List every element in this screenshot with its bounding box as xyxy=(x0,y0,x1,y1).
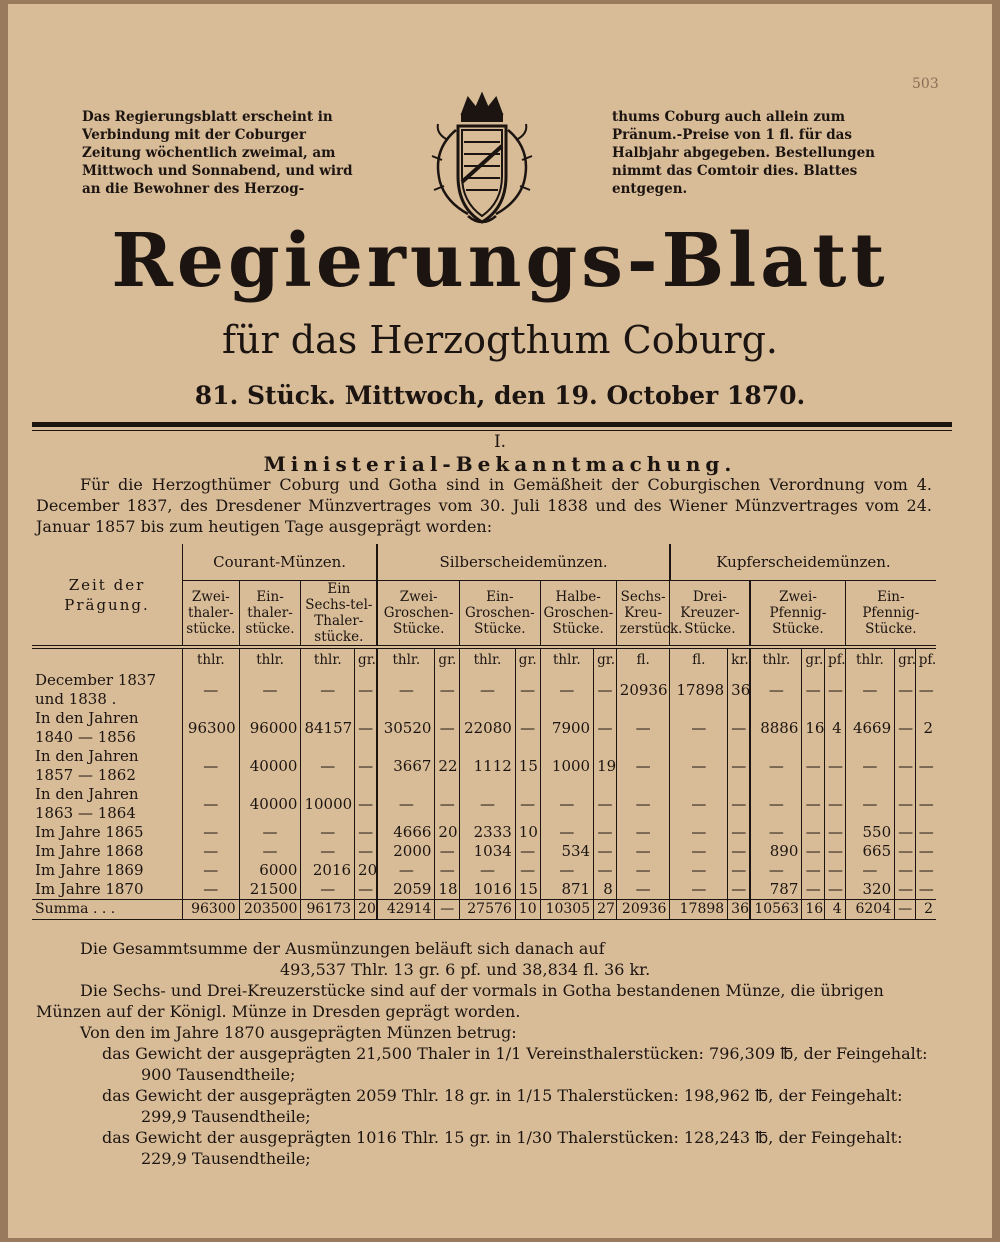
note-line: Münzen auf der Königl. Münze in Dresden geprägt worden. xyxy=(36,1002,521,1021)
table-cell: — xyxy=(594,785,617,823)
table-cell: 787 xyxy=(750,880,802,900)
coin-header: Zwei-Pfennig-Stücke. xyxy=(750,581,845,648)
coin-header: Ein-Groschen-Stücke. xyxy=(460,581,540,648)
table-cell: 22 xyxy=(435,747,460,785)
table-cell: — xyxy=(670,747,728,785)
table-cell: 2016 xyxy=(301,861,355,880)
table-cell: — xyxy=(895,880,916,900)
table-cell: — xyxy=(825,747,846,785)
table-row xyxy=(32,880,936,900)
table-cell: — xyxy=(301,880,355,900)
table-cell: — xyxy=(594,823,617,842)
table-cell: — xyxy=(594,861,617,880)
table-cell: — xyxy=(728,709,751,747)
coinage-table xyxy=(32,544,936,920)
table-cell: — xyxy=(670,823,728,842)
table-cell: 18 xyxy=(435,880,460,900)
table-cell: — xyxy=(670,861,728,880)
table-cell: — xyxy=(895,709,916,747)
table-cell: — xyxy=(915,823,936,842)
table-cell: — xyxy=(802,785,825,823)
table-cell: — xyxy=(301,823,355,842)
table-cell: — xyxy=(616,785,670,823)
table-cell: — xyxy=(915,880,936,900)
table-cell: 20936 xyxy=(616,900,670,920)
table-cell: 36 xyxy=(728,671,751,709)
table-cell: — xyxy=(825,671,846,709)
table-cell: 27 xyxy=(594,900,617,920)
table-cell: 550 xyxy=(845,823,894,842)
table-cell: 16 xyxy=(802,900,825,920)
table-cell: — xyxy=(301,671,355,709)
table-cell: 10563 xyxy=(750,900,802,920)
table-cell: — xyxy=(728,747,751,785)
table-cell: 4669 xyxy=(845,709,894,747)
note-line: Die Sechs- und Drei-Kreuzerstücke sind auf der vormals in Gotha bestandenen Münze, die übrigen xyxy=(80,981,884,1000)
table-cell: — xyxy=(802,747,825,785)
table-cell: 19 xyxy=(594,747,617,785)
table-cell: — xyxy=(594,671,617,709)
unit-header: thlr. xyxy=(377,647,435,671)
table-cell: — xyxy=(377,785,435,823)
table-cell: 4 xyxy=(825,900,846,920)
section-intro xyxy=(36,474,932,537)
table-cell: 30520 xyxy=(377,709,435,747)
unit-header: gr. xyxy=(355,647,378,671)
unit-header: thlr. xyxy=(239,647,301,671)
table-cell: 2333 xyxy=(460,823,516,842)
table-cell: — xyxy=(515,709,540,747)
table-total-row xyxy=(32,900,936,920)
table-cell: — xyxy=(616,823,670,842)
table-cell: — xyxy=(915,842,936,861)
table-cell: — xyxy=(895,861,916,880)
table-cell: — xyxy=(301,842,355,861)
table-cell: 203500 xyxy=(239,900,301,920)
table-cell: 17898 xyxy=(670,900,728,920)
newspaper-subtitle: für das Herzogthum Coburg. xyxy=(221,318,778,362)
table-cell: 96300 xyxy=(182,709,239,747)
note-line: das Gewicht der ausgeprägten 1016 Thlr. 15 gr. in 1/30 Thalerstücken: 128,243 ℔, der Feingehalt: xyxy=(102,1128,903,1147)
unit-header: gr. xyxy=(895,647,916,671)
table-cell: 4666 xyxy=(377,823,435,842)
coin-header: Drei-Kreuzer-Stücke. xyxy=(670,581,750,648)
table-cell: — xyxy=(750,823,802,842)
table-cell: — xyxy=(845,747,894,785)
table-cell: — xyxy=(728,842,751,861)
table-cell: 20 xyxy=(355,900,378,920)
note-line: 299,9 Tausendtheile; xyxy=(141,1107,311,1126)
table-row xyxy=(32,671,936,709)
note-line: Von den im Jahre 1870 ausgeprägten Münzen betrug: xyxy=(80,1023,517,1042)
table-cell: — xyxy=(915,861,936,880)
unit-header: gr. xyxy=(802,647,825,671)
newspaper-page xyxy=(8,4,992,1238)
newspaper-title: Regierungs-Blatt xyxy=(111,218,889,304)
unit-header: pf. xyxy=(915,647,936,671)
table-cell: 2 xyxy=(915,709,936,747)
table-cell: — xyxy=(355,747,378,785)
note-line: das Gewicht der ausgeprägten 21,500 Thaler in 1/1 Vereinsthalerstücken: 796,309 ℔, der Feingehalt: xyxy=(102,1044,928,1063)
table-cell: — xyxy=(540,823,594,842)
table-cell: — xyxy=(825,861,846,880)
note-line: 229,9 Tausendtheile; xyxy=(141,1149,311,1168)
table-row xyxy=(32,861,936,880)
row-label: Im Jahre 1870 xyxy=(35,880,144,898)
table-cell: — xyxy=(182,842,239,861)
table-cell: 665 xyxy=(845,842,894,861)
table-cell: 20 xyxy=(435,823,460,842)
table-cell: — xyxy=(515,861,540,880)
table-cell: — xyxy=(802,861,825,880)
table-cell: — xyxy=(825,842,846,861)
table-cell: — xyxy=(435,709,460,747)
table-cell: — xyxy=(845,671,894,709)
table-cell: — xyxy=(802,823,825,842)
table-cell: — xyxy=(845,785,894,823)
table-cell: 10305 xyxy=(540,900,594,920)
table-cell: — xyxy=(728,861,751,880)
table-cell: 1112 xyxy=(460,747,516,785)
table-cell: — xyxy=(895,671,916,709)
table-row xyxy=(32,823,936,842)
section-number: I. xyxy=(493,432,507,452)
table-cell: — xyxy=(825,823,846,842)
table-cell: 10000 xyxy=(301,785,355,823)
note-line: 493,537 Thlr. 13 gr. 6 pf. und 38,834 fl. 36 kr. xyxy=(280,960,651,979)
intro-right: thums Coburg auch allein zum Pränum.-Preise von 1 fl. für das Halbjahr abgegeben. Bestellungen nimmt das Comtoir dies. Blattes entgegen. xyxy=(612,109,875,197)
table-cell: — xyxy=(182,880,239,900)
table-cell: 36 xyxy=(728,900,751,920)
table-cell: 8 xyxy=(594,880,617,900)
table-cell: 10 xyxy=(515,823,540,842)
table-cell: — xyxy=(435,785,460,823)
table-cell: — xyxy=(670,785,728,823)
unit-header: thlr. xyxy=(845,647,894,671)
table-cell: — xyxy=(895,900,916,920)
table-cell: 21500 xyxy=(239,880,301,900)
table-cell: — xyxy=(435,671,460,709)
coin-header: Zwei-thaler-stücke. xyxy=(182,581,239,648)
table-cell: 871 xyxy=(540,880,594,900)
unit-header: kr. xyxy=(728,647,751,671)
coin-header: Ein Sechs-tel-Thaler-stücke. xyxy=(301,581,377,648)
table-row xyxy=(32,747,936,785)
table-cell: — xyxy=(750,861,802,880)
table-cell: — xyxy=(377,861,435,880)
note-line: das Gewicht der ausgeprägten 2059 Thlr. 18 gr. in 1/15 Thalerstücken: 198,962 ℔, der Feingehalt: xyxy=(102,1086,903,1105)
row-label: In den Jahren 1857 — 1862 xyxy=(35,747,139,784)
table-cell: 4 xyxy=(825,709,846,747)
table-cell: — xyxy=(355,671,378,709)
table-cell: 96300 xyxy=(182,900,239,920)
table-cell: 40000 xyxy=(239,785,301,823)
row-label: Im Jahre 1869 xyxy=(35,861,144,879)
table-row xyxy=(32,785,936,823)
table-cell: — xyxy=(594,709,617,747)
table-cell: — xyxy=(616,747,670,785)
unit-header: thlr. xyxy=(750,647,802,671)
table-cell: — xyxy=(845,861,894,880)
coin-header: Halbe-Groschen-Stücke. xyxy=(540,581,616,648)
table-cell: 20 xyxy=(355,861,378,880)
row-label: In den Jahren 1840 — 1856 xyxy=(35,709,139,746)
unit-header: gr. xyxy=(594,647,617,671)
unit-header: gr. xyxy=(435,647,460,671)
table-cell: — xyxy=(616,880,670,900)
table-cell: 1034 xyxy=(460,842,516,861)
table-cell: — xyxy=(239,823,301,842)
table-cell: — xyxy=(182,671,239,709)
table-cell: — xyxy=(540,785,594,823)
unit-spacer xyxy=(32,647,182,671)
table-cell: 2 xyxy=(915,900,936,920)
table-cell: — xyxy=(915,785,936,823)
zeit-header: Zeit der Prägung. xyxy=(32,544,182,647)
table-cell: 1000 xyxy=(540,747,594,785)
table-cell: 10 xyxy=(515,900,540,920)
group-courant: Courant-Münzen. xyxy=(182,544,377,581)
table-cell: — xyxy=(435,900,460,920)
table-cell: — xyxy=(915,671,936,709)
table-cell: — xyxy=(895,842,916,861)
table-cell: 6000 xyxy=(239,861,301,880)
notes xyxy=(36,938,936,1169)
table-cell: — xyxy=(728,823,751,842)
table-cell: 15 xyxy=(515,880,540,900)
table-cell: — xyxy=(239,671,301,709)
table-cell: 890 xyxy=(750,842,802,861)
table-cell: — xyxy=(355,785,378,823)
table-cell: — xyxy=(825,785,846,823)
table-cell: — xyxy=(750,747,802,785)
table-cell: 42914 xyxy=(377,900,435,920)
table-cell: — xyxy=(460,861,516,880)
table-cell: — xyxy=(895,823,916,842)
table-cell: — xyxy=(895,785,916,823)
coin-header: Sechs-Kreu-zerstück. xyxy=(616,581,670,648)
table-cell: 27576 xyxy=(460,900,516,920)
coin-header: Zwei-Groschen-Stücke. xyxy=(377,581,459,648)
table-cell: 84157 xyxy=(301,709,355,747)
table-cell: — xyxy=(355,842,378,861)
unit-header: thlr. xyxy=(540,647,594,671)
unit-header: fl. xyxy=(616,647,670,671)
coat-of-arms-icon xyxy=(418,90,546,230)
table-cell: 2059 xyxy=(377,880,435,900)
table-cell: — xyxy=(355,709,378,747)
table-cell: — xyxy=(802,671,825,709)
table-cell: — xyxy=(802,842,825,861)
table-cell: — xyxy=(728,880,751,900)
table-cell: — xyxy=(182,785,239,823)
table-cell: — xyxy=(435,861,460,880)
row-label: Im Jahre 1865 xyxy=(35,823,144,841)
unit-header: gr. xyxy=(515,647,540,671)
unit-header: thlr. xyxy=(182,647,239,671)
table-row xyxy=(32,842,936,861)
table-cell: — xyxy=(802,880,825,900)
table-cell: — xyxy=(670,880,728,900)
issue-line: 81. Stück. Mittwoch, den 19. October 1870. xyxy=(194,381,806,410)
table-cell: 320 xyxy=(845,880,894,900)
table-cell: 16 xyxy=(802,709,825,747)
page-number-right: 503 xyxy=(912,76,939,92)
header-rule-thin xyxy=(32,430,952,431)
table-cell: — xyxy=(750,785,802,823)
row-label: Summa . . . xyxy=(32,900,182,920)
table-cell: — xyxy=(460,671,516,709)
unit-header: pf. xyxy=(825,647,846,671)
unit-header: fl. xyxy=(670,647,728,671)
section-intro-text: Für die Herzogthümer Coburg und Gotha sind in Gemäßheit der Coburgischen Verordnung vom 4. December 1837, des Dresdener Münzvertrages vom 30. Juli 1838 und des Wiener Münzvertrages vom 24. Januar 1857 bis zum heutigen Tage ausgeprägt worden: xyxy=(36,475,932,536)
table-cell: — xyxy=(182,747,239,785)
row-label: Im Jahre 1868 xyxy=(35,842,144,860)
table-cell: — xyxy=(355,880,378,900)
table-cell: 8886 xyxy=(750,709,802,747)
table-cell: — xyxy=(616,709,670,747)
table-cell: — xyxy=(825,880,846,900)
table-cell: — xyxy=(670,842,728,861)
note-line: 900 Tausendtheile; xyxy=(141,1065,296,1084)
table-cell: — xyxy=(540,861,594,880)
coin-header: Ein-Pfennig-Stücke. xyxy=(845,581,936,648)
table-cell: 15 xyxy=(515,747,540,785)
header-rule xyxy=(32,422,952,427)
table-cell: — xyxy=(895,747,916,785)
table-cell: — xyxy=(435,842,460,861)
table-cell: — xyxy=(616,861,670,880)
table-cell: — xyxy=(515,785,540,823)
row-label: December 1837 und 1838 . xyxy=(35,671,156,708)
table-cell: — xyxy=(460,785,516,823)
table-cell: — xyxy=(750,671,802,709)
unit-header: thlr. xyxy=(301,647,355,671)
section-title: Ministerial-Bekanntmachung. xyxy=(263,452,737,476)
table-cell: 17898 xyxy=(670,671,728,709)
coin-header: Ein-thaler-stücke. xyxy=(239,581,301,648)
table-cell: 96000 xyxy=(239,709,301,747)
table-cell: 2000 xyxy=(377,842,435,861)
table-cell: — xyxy=(594,842,617,861)
table-cell: 40000 xyxy=(239,747,301,785)
table-cell: — xyxy=(670,709,728,747)
table-cell: — xyxy=(540,671,594,709)
table-cell: — xyxy=(239,842,301,861)
table-cell: — xyxy=(182,823,239,842)
row-label: In den Jahren 1863 — 1864 xyxy=(35,785,139,822)
table-row xyxy=(32,709,936,747)
table-cell: — xyxy=(377,671,435,709)
table-cell: 22080 xyxy=(460,709,516,747)
table-cell: 3667 xyxy=(377,747,435,785)
table-cell: 96173 xyxy=(301,900,355,920)
table-cell: — xyxy=(728,785,751,823)
intro-left: Das Regierungsblatt erscheint in Verbindung mit der Coburger Zeitung wöchentlich zweimal, am Mittwoch und Sonnabend, und wird an die Bewohner des Herzog- xyxy=(82,109,353,197)
table-cell: 20936 xyxy=(616,671,670,709)
table-cell: 7900 xyxy=(540,709,594,747)
group-silber: Silberscheidemünzen. xyxy=(377,544,670,581)
table-cell: 534 xyxy=(540,842,594,861)
table-cell: — xyxy=(515,842,540,861)
table-cell: — xyxy=(616,842,670,861)
table-cell: — xyxy=(301,747,355,785)
note-line: Die Gesammtsumme der Ausmünzungen beläuft sich danach auf xyxy=(80,939,605,958)
table-cell: 6204 xyxy=(845,900,894,920)
group-kupfer: Kupferscheidemünzen. xyxy=(670,544,936,581)
table-cell: — xyxy=(355,823,378,842)
unit-header: thlr. xyxy=(460,647,516,671)
table-cell: 1016 xyxy=(460,880,516,900)
table-cell: — xyxy=(182,861,239,880)
table-cell: — xyxy=(915,747,936,785)
table-cell: — xyxy=(515,671,540,709)
